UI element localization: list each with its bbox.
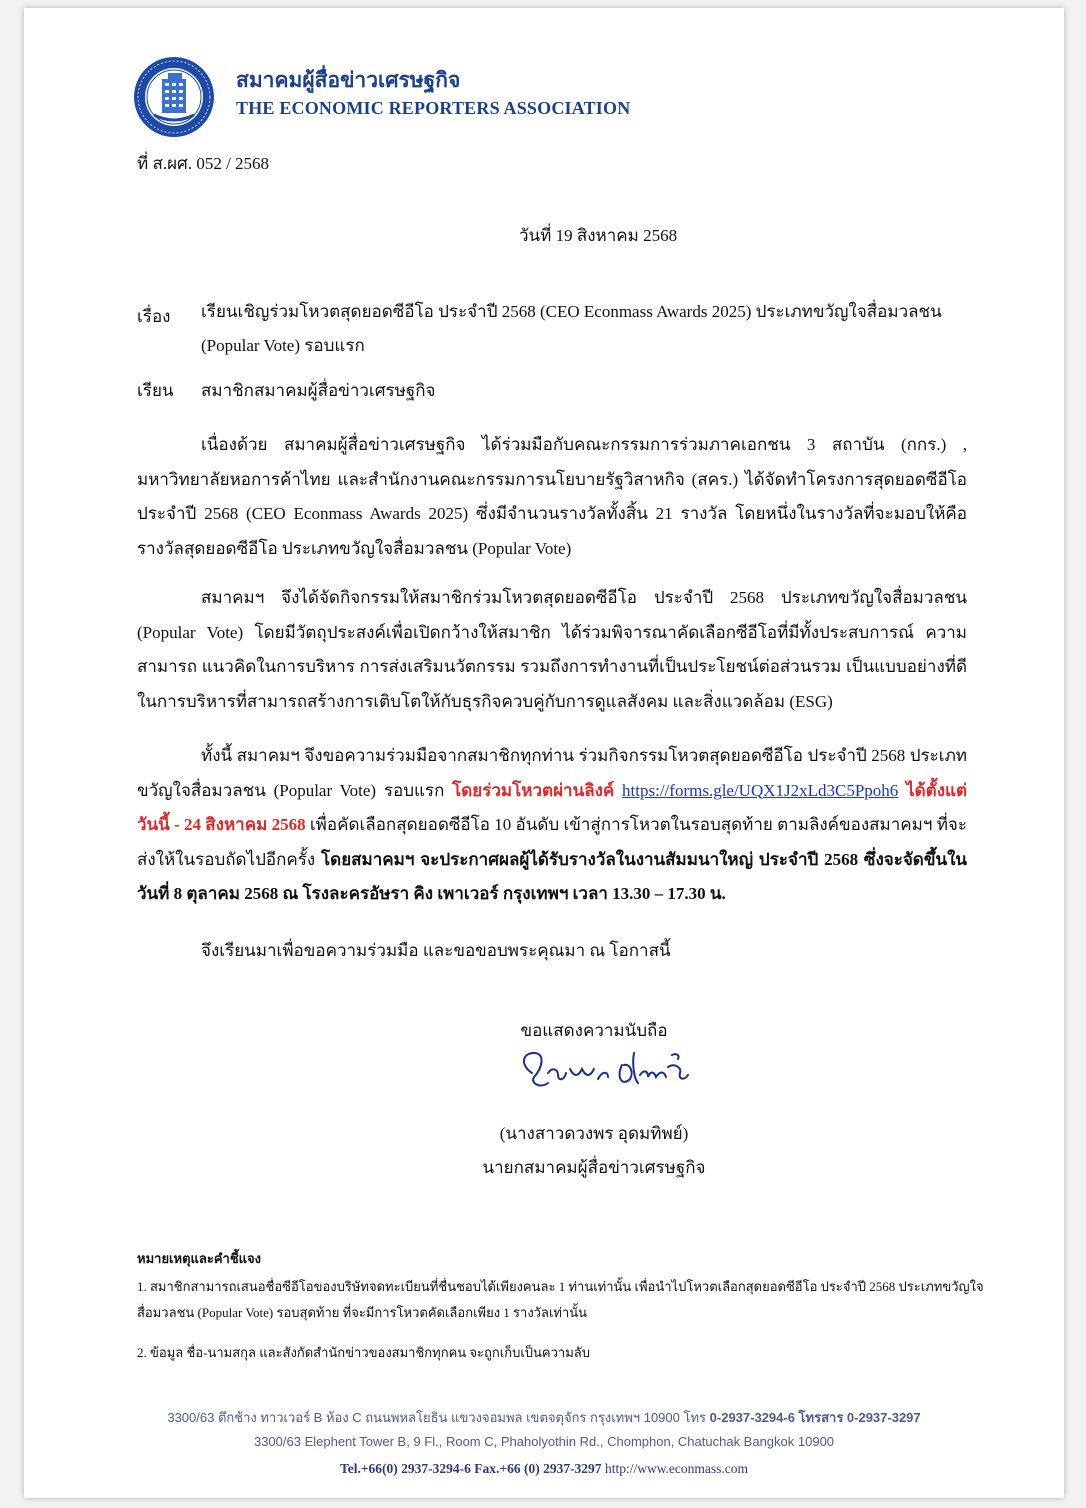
complimentary-close: ขอแสดงความนับถือ: [520, 1021, 668, 1040]
subject-line-1: เรียนเชิญร่วมโหวตสุดยอดซีอีโอ ประจำปี 2568 (CEO Econmass Awards 2025) ประเภทขวัญใจสื่อมวลชน: [201, 302, 942, 321]
vote-deadline-text: ได้ตั้งแต่วันนี้ - 24 สิงหาคม 2568: [137, 780, 968, 834]
signatory-name: (นางสาวดวงพร อุดมทิพย์): [499, 1124, 689, 1143]
paragraph-1: เนื่องด้วย สมาคมผู้สื่อข่าวเศรษฐกิจ ได้ร่วมมือกับคณะกรรมการร่วมภาคเอกชน 3 สถาบัน (กกร.) , มหาวิทยาลัยหอการค้าไทย และสำนักงานคณะกรรมการนโยบายรัฐวิสาหกิจ (สคร.) ได้จัดทำโครงการสุดยอดซีอีโอ ประจำปี 2568 (CEO Econmass Awards 2025) ซึ่งมีจำนวนรางวัลทั้งสิ้น 21 รางวัล โดยหนึ่งในรางวัลที่จะมอบให้คือ รางวัลสุดยอดซีอีโอ ประเภทขวัญใจสื่อมวลชน (Popular Vote): [137, 435, 967, 558]
letter-date: วันที่ 19 สิงหาคม 2568: [519, 226, 678, 245]
handwritten-signature: [512, 1043, 702, 1103]
footer-website[interactable]: http://www.econmass.com: [604, 1461, 749, 1476]
letter-page: [24, 8, 1064, 1498]
subject-label: เรื่อง: [137, 307, 171, 326]
association-logo: [132, 55, 216, 139]
signatory-title: นายกสมาคมผู้สื่อข่าวเศรษฐกิจ: [482, 1158, 706, 1177]
association-name-thai: สมาคมผู้สื่อข่าวเศรษฐกิจ: [236, 68, 461, 92]
paragraph-3: [137, 739, 967, 912]
notes-heading: หมายเหตุและคำชี้แจง: [137, 1251, 262, 1266]
paragraph-2: สมาคมฯ จึงได้จัดกิจกรรมให้สมาชิกร่วมโหวตสุดยอดซีอีโอ ประจำปี 2568 ประเภทขวัญใจสื่อมวลชน (Popular Vote) โดยมีวัตถุประสงค์เพื่อเปิดกว้างให้สมาชิก ได้ร่วมพิจารณาคัดเลือกซีอีโอที่มีทั้งประสบการณ์ ความสามารถ แนวคิดในการบริหาร การส่งเสริมนวัตกรรม รวมถึงการทำงานที่เป็นประโยชน์ต่อส่วนรวม เป็นแบบอย่างที่ดีในการบริหารที่สามารถสร้างการเติบโตให้กับธุรกิจควบคู่กับการดูแลสังคม และสิ่งแวดล้อม (ESG): [137, 588, 967, 711]
closing-paragraph: จึงเรียนมาเพื่อขอความร่วมมือ และขอขอบพระคุณมา ณ โอกาสนี้: [201, 941, 671, 960]
footer-thai-phone: 0-2937-3294-6 โทรสาร 0-2937-3297: [709, 1410, 921, 1425]
vote-via-link-text: โดยร่วมโหวตผ่านลิงค์: [452, 780, 615, 800]
recipient-text: สมาชิกสมาคมผู้สื่อข่าวเศรษฐกิจ: [201, 381, 436, 400]
footer-address-thai-text: 3300/63 ตึกช้าง ทาวเวอร์ B ห้อง C ถนนพหลโยธิน แขวงจอมพล เขตจตุจักร กรุงเทพฯ 10900 โทร: [167, 1410, 707, 1425]
footer-tel-fax: Tel.+66(0) 2937-3294-6 Fax.+66 (0) 2937-3297: [339, 1461, 602, 1476]
footer-contact: [24, 1461, 1064, 1477]
paragraph-3-announcement: โดยสมาคมฯ จะประกาศผลผู้ได้รับรางวัลในงานสัมมนาใหญ่ ประจำปี 2568 ซึ่งจะจัดขึ้นในวันที่ 8 ตุลาคม 2568 ณ โรงละครอัษรา คิง เพาเวอร์ กรุงเทพฯ เวลา 13.30 – 17.30 น.: [137, 849, 968, 903]
note-1: 1. สมาชิกสามารถเสนอชื่อซีอีโอของบริษัทจดทะเบียนที่ชื่นชอบได้เพียงคนละ 1 ท่านเท่านั้น เพื่อนำไปโหวตเลือกสุดยอดซีอีโอ ประจำปี 2568 ประเภทขวัญใจสื่อมวลชน (Popular Vote) รอบสุดท้าย ที่จะมีการโหวตคัดเลือกเพียง 1 รางวัลเท่านั้น: [137, 1279, 984, 1320]
paragraph-3-middle: เพื่อคัดเลือกสุดยอดซีอีโอ 10 อันดับ เข้าสู่การโหวตในรอบสุดท้าย ตามลิงค์ของสมาคมฯ ที่จะส่งให้ในรอบถัดไปอีกครั้ง: [137, 815, 967, 869]
paragraph-3-intro: ทั้งนี้ สมาคมฯ จึงขอความร่วมมือจากสมาชิกทุกท่าน ร่วมกิจกรรมโหวตสุดยอดซีอีโอ ประจำปี 2568 ประเภทขวัญใจสื่อมวลชน (Popular Vote) รอบแรก: [137, 746, 967, 800]
association-name-english: THE ECONOMIC REPORTERS ASSOCIATION: [236, 98, 631, 118]
subject-text: [201, 295, 971, 363]
recipient-label: เรียน: [137, 381, 174, 400]
footer-address-thai: [24, 1407, 1064, 1428]
footer-address-english: 3300/63 Elephent Tower B, 9 Fl., Room C, Phaholyothin Rd., Chomphon, Chatuchak Bangkok 10900: [253, 1434, 835, 1449]
subject-line-2: (Popular Vote) รอบแรก: [201, 336, 365, 355]
vote-form-link[interactable]: https://forms.gle/UQX1J2xLd3C5Ppoh6: [622, 780, 899, 800]
note-2: 2. ข้อมูล ชื่อ-นามสกุล และสังกัดสำนักข่าวของสมาชิกทุกคน จะถูกเก็บเป็นความลับ: [137, 1345, 591, 1360]
reference-number: ที่ ส.ผศ. 052 / 2568: [137, 154, 270, 173]
